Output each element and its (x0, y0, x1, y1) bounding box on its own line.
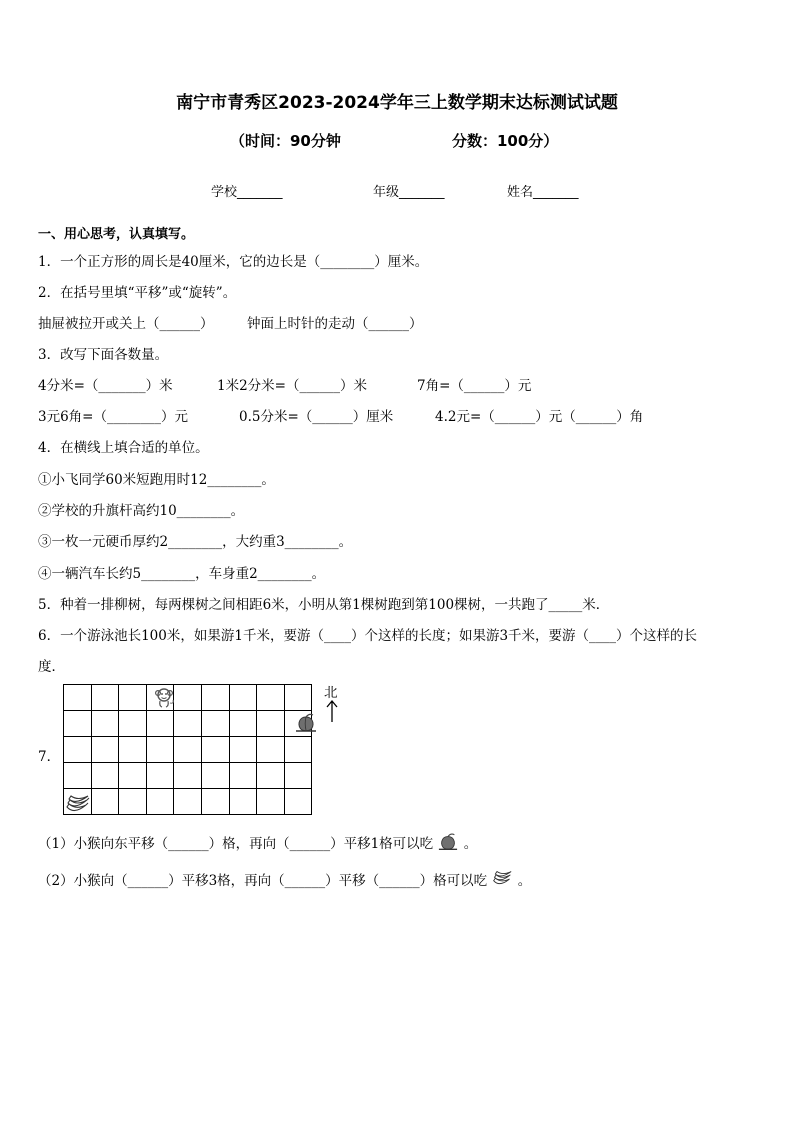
question-3-1: 4分米=（_______）米 (38, 378, 173, 394)
question-4-1: ①小飞同学60米短跑用时12________。 (38, 472, 275, 488)
peach-icon (437, 832, 459, 852)
question-5: 5．种着一排柳树，每两棵树之间相距6米，小明从第1棵树跑到第100棵树，一共跑了_____米． (38, 597, 610, 613)
question-1: 1．一个正方形的周长是40厘米，它的边长是（________）厘米。 (38, 254, 429, 270)
question-7-1-text: （1）小猴向东平移（______）格，再向（______）平移1格可以吃 (38, 836, 434, 852)
exam-score: 分数：100分） (452, 132, 559, 150)
question-3-4: 3元6角=（________）元 (38, 409, 188, 425)
question-2b: 钟面上时针的走动（______） (247, 316, 423, 332)
question-4-3: ③一枚一元硬币厚约2________，大约重3________。 (38, 534, 353, 550)
question-3-3: 7角=（______）元 (417, 378, 532, 394)
question-2a: 抽屉被拉开或关上（______） (38, 316, 214, 332)
question-7-2-text: （2）小猴向（______）平移3格，再向（______）平移（______）格可以吃 (38, 873, 488, 889)
question-3-5: 0.5分米=（______）厘米 (239, 409, 394, 425)
name-field[interactable]: 姓名_______ (507, 185, 579, 200)
banana-icon (64, 793, 90, 817)
question-4-4: ④一辆汽车长约5________，车身重2________。 (38, 566, 326, 582)
question-3: 3．改写下面各数量。 (38, 347, 169, 363)
question-2: 2．在括号里填“平移”或“旋转”。 (38, 285, 237, 301)
section-heading: 一、用心思考，认真填写。 (38, 227, 195, 242)
question-6-line2: 度． (38, 659, 65, 675)
school-field[interactable]: 学校_______ (211, 185, 283, 200)
question-3-6: 4.2元=（______）元（______）角 (435, 409, 644, 425)
question-6-line1: 6．一个游泳池长100米，如果游1千米，要游（____）个这样的长度；如果游3千米，要游（____）个这样的长 (38, 628, 698, 644)
question-7-2 (38, 869, 531, 889)
monkey-icon (152, 686, 176, 708)
page-title: 南宁市青秀区2023-2024学年三上数学期末达标测试试题 (176, 93, 618, 113)
position-grid (63, 684, 312, 815)
grade-field[interactable]: 年级_______ (373, 185, 445, 200)
question-7-label: 7． (38, 749, 61, 765)
exam-time: （时间：90分钟 (230, 132, 341, 150)
question-4-2: ②学校的升旗杆高约10________。 (38, 503, 245, 519)
question-7-1-end: 。 (463, 836, 478, 852)
arrow-up-icon (325, 699, 339, 723)
north-label: 北 (324, 685, 338, 701)
question-7-2-end: 。 (517, 873, 532, 889)
banana-icon (491, 869, 513, 889)
question-4: 4．在横线上填合适的单位。 (38, 440, 209, 456)
peach-icon (294, 712, 318, 734)
question-3-2: 1米2分米=（______）米 (217, 378, 367, 394)
question-7-1 (38, 832, 477, 852)
